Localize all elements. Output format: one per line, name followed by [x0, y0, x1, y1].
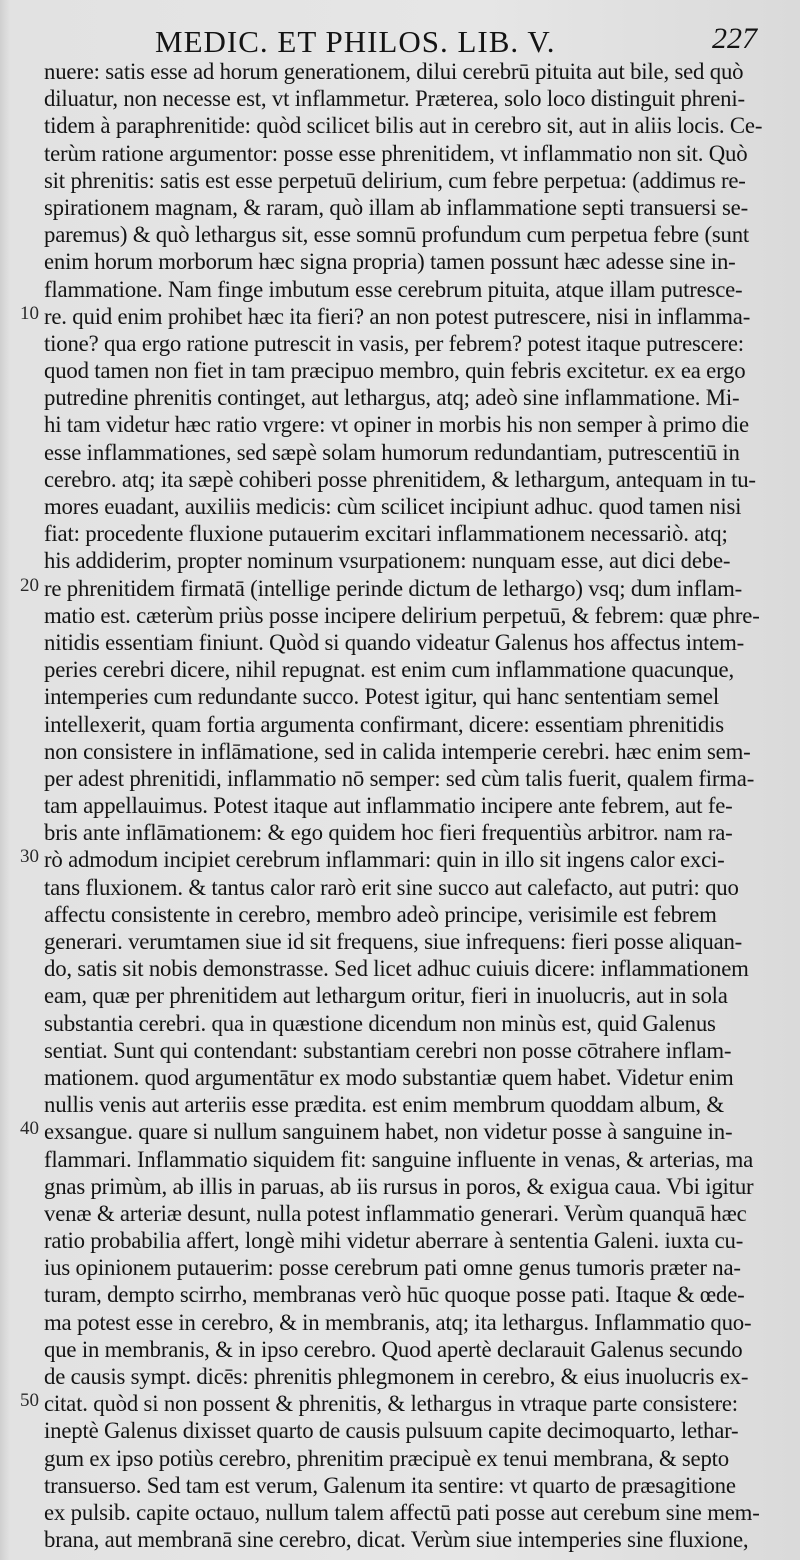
line-number-50: 50 — [20, 1390, 39, 1412]
text-line: cerebro. atq; ita sæpè cohiberi posse phrenitidem, & lethargum, antequam in tu- — [44, 466, 756, 492]
text-line: eam, quæ per phrenitidem aut lethargum oritur, fieri in inuolucris, aut in sola — [44, 983, 728, 1009]
text-line: ratio probabilia affert, longè mihi videtur aberrare à sententia Galeni. iuxta cu- — [44, 1228, 744, 1254]
line-number-20: 20 — [20, 574, 39, 596]
text-line: terùm ratione argumentor: posse esse phrenitidem, vt inflammatio non sit. Quò — [44, 140, 748, 166]
text-line: esse inflammationes, sed sæpè solam humorum redundantiam, putrescentiū in — [44, 439, 740, 465]
text-line: citat. quòd si non possent & phrenitis, & lethargus in vtraque parte consistere: — [44, 1391, 738, 1417]
text-line: rò admodum incipiet cerebrum inflammari: quin in illo sit ingens calor exci- — [44, 847, 725, 873]
text-line: brana, aut membranā sine cerebro, dicat. Verùm siue intemperies sine fluxione, — [44, 1527, 749, 1553]
text-line: substantia cerebri. qua in quæstione dicendum non minùs est, quid Galenus — [44, 1010, 716, 1036]
text-line: mores euadant, auxiliis medicis: cùm scilicet incipiunt adhuc. quod tamen nisi — [44, 494, 742, 519]
text-line: nuere: satis esse ad horum generationem, dilui cerebrū pituita aut bile, sed quò — [44, 59, 744, 84]
text-line: intellexerit, quam fortia argumenta confirmant, dicere: essentiam phrenitidis — [44, 711, 724, 737]
text-line: intemperies cum redundante succo. Potest igitur, qui hanc sententiam semel — [44, 684, 719, 710]
text-line: nullis venis aut arteriis esse prædita. est enim membrum quoddam album, & — [44, 1092, 724, 1118]
text-line: fiat: procedente fluxione putauerim excitari inflammationem necessariò. atq; — [44, 521, 728, 547]
text-line: ius opinionem putauerim: posse cerebrum pati omne genus tumoris præter na- — [44, 1255, 741, 1281]
text-line: tans fluxionem. & tantus calor rarò erit sine succo aut calefacto, aut putri: quo — [44, 874, 739, 900]
text-line: hi tam videtur hæc ratio vrgere: vt opiner in morbis his non semper à primo die — [44, 412, 749, 438]
text-line: sentiat. Sunt qui contendant: substantiam cerebri non posse cōtrahere inflam- — [44, 1037, 732, 1063]
text-line: que in membranis, & in ipso cerebro. Quod apertè declarauit Galenus secundo — [44, 1336, 743, 1362]
text-line: bris ante inflāmationem: & ego quidem hoc fieri frequentiùs arbitror. nam ra- — [44, 820, 733, 846]
page-header — [0, 18, 800, 58]
text-line: paremus) & quò lethargus sit, esse somnū profundum cum perpetua febre (sunt — [44, 222, 750, 248]
text-line: mationem. quod argumentātur ex modo substantiæ quem habet. Videtur enim — [44, 1064, 734, 1090]
text-line: de causis sympt. dicēs: phrenitis phlegmonem in cerebro, & eius inuolucris ex- — [44, 1364, 749, 1389]
text-line: matio est. cæterùm priùs posse incipere delirium perpetuū, & febrem: quæ phre- — [44, 602, 760, 628]
text-line: tione? qua ergo ratione putrescit in vasis, per febrem? potest itaque putrescere: — [44, 330, 744, 356]
text-line: do, satis sit nobis demonstrasse. Sed licet adhuc cuiuis dicere: inflammationem — [44, 956, 749, 982]
body-text — [20, 58, 772, 1553]
text-line: ex pulsib. capite octauo, nullum talem affectū pati posse aut cerebum sine mem- — [44, 1499, 760, 1525]
text-line: gum ex ipso potiùs cerebro, phrenitim præcipuè ex tenui membrana, & septo — [44, 1445, 729, 1471]
line-number-40: 40 — [20, 1118, 39, 1140]
text-line: re phrenitidem firmatā (intellige perinde dictum de lethargo) vsq; dum inflam- — [44, 575, 743, 601]
text-line: nitidis essentiam finiunt. Quòd si quando videatur Galenus hos affectus intem- — [44, 629, 745, 655]
page-number: 227 — [712, 22, 757, 55]
text-line: sit phrenitis: satis est esse perpetuū delirium, cum febre perpetua: (addimus re- — [44, 167, 746, 193]
text-line: flammatione. Nam finge imbutum esse cerebrum pituita, atque illam putresce- — [44, 276, 743, 302]
text-line: putredine phrenitis continget, aut lethargus, atq; adeò sine inflammatione. Mi- — [44, 385, 740, 411]
text-line: affectu consistente in cerebro, membro adeò principe, verisimile est febrem — [44, 901, 717, 927]
text-line: per adest phrenitidi, inflammatio nō semper: sed cùm talis fuerit, qualem firma- — [44, 765, 755, 791]
text-line: tidem à paraphrenitide: quòd scilicet bilis aut in cerebro sit, aut in aliis locis. Ce- — [44, 113, 763, 139]
text-line: ineptè Galenus dixisset quarto de causis pulsuum capite decimoquarto, lethar- — [44, 1418, 739, 1444]
text-line: re. quid enim prohibet hæc ita fieri? an non potest putrescere, nisi in inflamma- — [44, 303, 751, 329]
text-line: exsangue. quare si nullum sanguinem habet, non videtur posse à sanguine in- — [44, 1119, 733, 1145]
text-line: ma potest esse in cerebro, & in membranis, atq; ita lethargus. Inflammatio quo- — [44, 1309, 752, 1335]
text-line: non consistere in inflāmatione, sed in calida intemperie cerebri. hæc enim sem- — [44, 738, 751, 764]
text-line: peries cerebri dicere, nihil repugnat. est enim cum inflammatione quacunque, — [44, 657, 734, 683]
text-line: diluatur, non necesse est, vt inflammetur. Præterea, solo loco distinguit phreni- — [44, 86, 745, 112]
text-line: turam, dempto scirrho, membranas verò hūc quoque posse pati. Itaque & œde- — [44, 1282, 745, 1308]
text-line: generari. verumtamen siue id sit frequens, siue infrequens: fieri posse aliquan- — [44, 929, 743, 954]
text-line: his addiderim, propter nominum vsurpationem: nunquam esse, aut dici debe- — [44, 548, 731, 574]
text-line: gnas primùm, ab illis in paruas, ab iis rursus in poros, & exigua caua. Vbi igitur — [44, 1173, 754, 1199]
line-number-30: 30 — [20, 846, 39, 868]
text-line: enim horum morborum hæc signa propria) tamen possunt hæc adesse sine in- — [44, 249, 736, 275]
text-line: quod tamen non fiet in tam præcipuo membro, quin febris excitetur. ex ea ergo — [44, 358, 746, 384]
text-line: tam appellauimus. Potest itaque aut inflammatio incipere ante febrem, aut fe- — [44, 793, 733, 819]
text-line: transuerso. Sed tam est verum, Galenum ita sentire: vt quarto de præsagitione — [44, 1472, 736, 1498]
text-line: spirationem magnam, & raram, quò illam ab inflammatione septi transuersi se- — [44, 194, 748, 220]
line-number-10: 10 — [20, 302, 39, 324]
running-title: MEDIC. ET PHILOS. LIB. V. — [155, 24, 556, 59]
text-line: venæ & arteriæ desunt, nulla potest inflammatio generari. Verùm quanquā hæc — [44, 1200, 747, 1226]
text-line: flammari. Inflammatio siquidem fit: sanguine influente in venas, & arterias, ma — [44, 1146, 754, 1172]
